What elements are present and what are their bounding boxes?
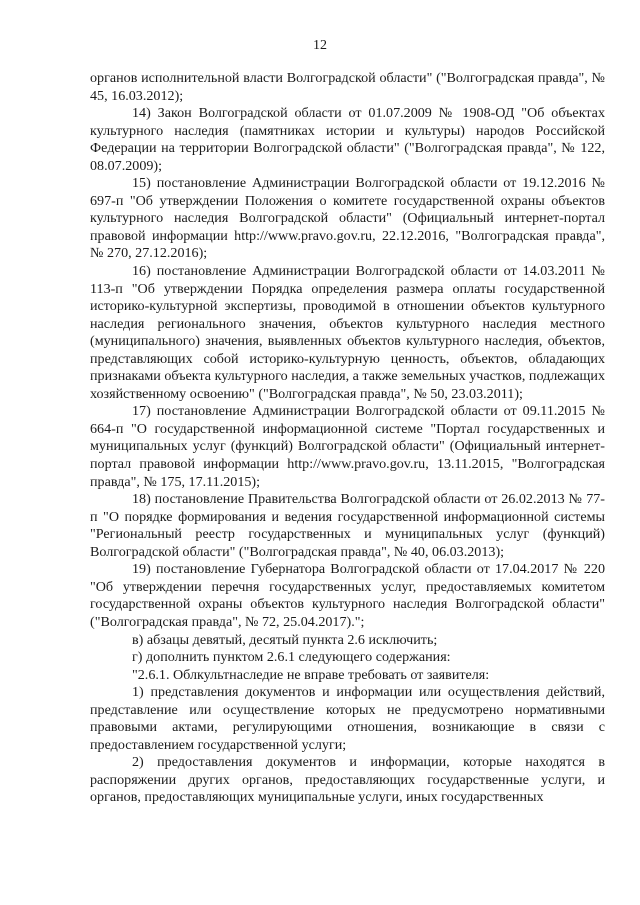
paragraph-continuation: органов исполнительной власти Волгоградской области" ("Волгоградская правда", № 45, 16.03.2012);: [90, 70, 605, 104]
paragraph-clause-2-6-1: "2.6.1. Облкультнаследие не вправе требовать от заявителя:: [132, 666, 490, 683]
paragraph-item-19: 19) постановление Губернатора Волгоградской области от 17.04.2017 № 220 "Об утверждении перечня государственных услуг, предоставляемых комитетом государственной охраны объектов культурного наследия Волгоградской области" ("Волгоградская правда", № 72, 25.04.2017).";: [90, 561, 605, 630]
paragraph-item-17: 17) постановление Администрации Волгоградской области от 09.11.2015 № 664-п "О государственной информационной системе "Портал государственных и муниципальных услуг (функций) Волгоградской области" (Официальный интернет-портал правовой информации http://www.pravo.gov.ru, 13.11.2015, "Волгоградская правда", № 175, 17.11.2015);: [90, 403, 605, 490]
paragraph-subitem-v: в) абзацы девятый, десятый пункта 2.6 исключить;: [132, 631, 438, 648]
paragraph-item-18: 18) постановление Правительства Волгоградской области от 26.02.2013 № 77-п "О порядке формирования и ведения государственной информационной системы "Региональный реестр государственных и муниципальных услуг (функций) Волгоградской области" ("Волгоградская правда", № 40, 06.03.2013);: [90, 491, 605, 560]
paragraph-item-16: 16) постановление Администрации Волгоградской области от 14.03.2011 № 113-п "Об утверждении Порядка определения размера оплаты государственной историко-культурной экспертизы, проводимой в отношении объектов культурного наследия регионального значения, объектов культурного наследия местного (муниципального) значения, выявленных объектов культурного наследия, объектов, представляющих собой историко-культурную ценность, объектов, обладающих признаками объекта культурного наследия, а также земельных участков, подлежащих хозяйственному освоению" ("Волгоградская правда", № 50, 23.03.2011);: [90, 263, 605, 402]
paragraph-subitem-g: г) дополнить пунктом 2.6.1 следующего содержания:: [132, 649, 451, 666]
paragraph-item-14: 14) Закон Волгоградской области от 01.07.2009 № 1908-ОД "Об объектах культурного наследия (памятниках истории и культуры) народов Российской Федерации на территории Волгоградской области" ("Волгоградская правда", № 122, 08.07.2009);: [90, 105, 605, 174]
document-body: [90, 70, 605, 807]
paragraph-item-15: 15) постановление Администрации Волгоградской области от 19.12.2016 № 697-п "Об утверждении Положения о комитете государственной охраны объектов культурного наследия Волгоградской области" (Официальный интернет-портал правовой информации http://www.pravo.gov.ru, 22.12.2016, "Волгоградская правда", № 270, 27.12.2016);: [90, 175, 605, 262]
paragraph-clause-item-2: 2) предоставления документов и информации, которые находятся в распоряжении других органов, предоставляющих государственные услуги, и органов, предоставляющих муниципальные услуги, иных государственных: [90, 754, 605, 806]
page-number: 12: [313, 38, 327, 53]
paragraph-clause-item-1: 1) представления документов и информации или осуществления действий, представление или осуществление которых не предусмотрено нормативными правовыми актами, регулирующими отношения, возникающие в связи с предоставлением государственной услуги;: [90, 684, 605, 753]
